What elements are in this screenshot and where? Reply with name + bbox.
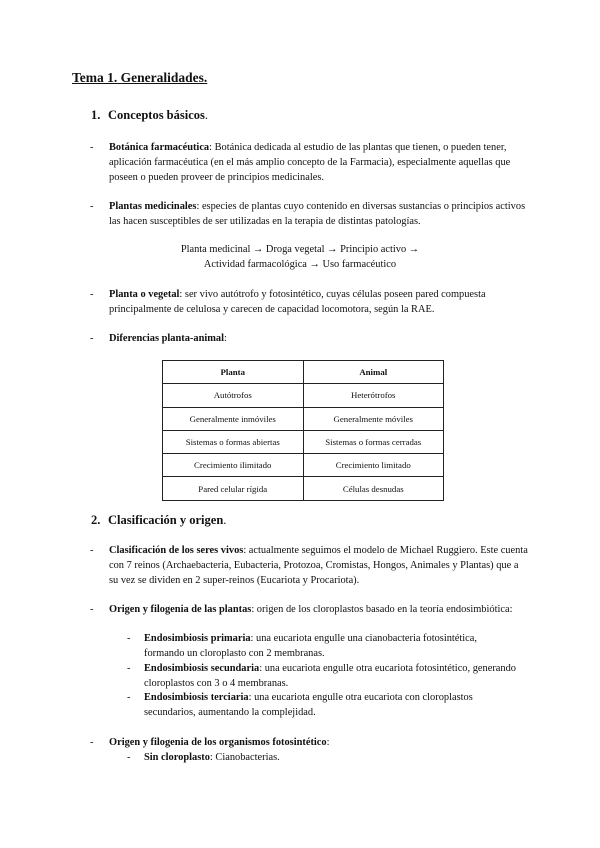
table-cell: Crecimiento limitado bbox=[303, 454, 444, 477]
table-cell: Autótrofos bbox=[163, 384, 304, 407]
term: Endosimbiosis primaria bbox=[144, 633, 251, 644]
drug-flow: Planta medicinal → Droga vegetal → Principio activo → Actividad farmacológica → Uso farmacéutico bbox=[180, 244, 420, 270]
table-cell: Pared celular rígida bbox=[163, 477, 304, 500]
section-heading-2: 2. Clasificación y origen. bbox=[91, 513, 227, 527]
table-header-cell: Animal bbox=[303, 361, 444, 384]
term: Clasificación de los seres vivos bbox=[109, 545, 244, 556]
term: Planta o vegetal bbox=[109, 289, 180, 300]
subbullet-endosimbiosis-terciaria: - Endosimbiosis terciaria: una eucariota engulle otra eucariota con cloroplastos secundarios, aumentando la complejidad. bbox=[127, 692, 473, 718]
term: Origen y filogenia de los organismos fotosintético bbox=[109, 737, 327, 748]
section-label: Clasificación y origen bbox=[108, 513, 224, 527]
table-cell: Sistemas o formas cerradas bbox=[303, 430, 444, 453]
subbullet-sin-cloroplasto: - Sin cloroplasto: Cianobacterias. bbox=[127, 752, 280, 763]
table-header-cell: Planta bbox=[163, 361, 304, 384]
table-row bbox=[163, 477, 444, 500]
section-label: Conceptos básicos bbox=[108, 108, 205, 122]
page-title: Tema 1. Generalidades. bbox=[72, 70, 208, 85]
table-cell: Heterótrofos bbox=[303, 384, 444, 407]
subbullet-endosimbiosis-secundaria: - Endosimbiosis secundaria: una eucariota engulle otra eucariota fotosintético, generando cloroplastos con 3 o 4 membranas. bbox=[127, 663, 516, 689]
table-row bbox=[163, 384, 444, 407]
table-cell: Sistemas o formas abiertas bbox=[163, 430, 304, 453]
bullet-diferencias: - Diferencias planta-animal: bbox=[90, 333, 227, 344]
table-cell: Células desnudas bbox=[303, 477, 444, 500]
bullet-clasificacion: - Clasificación de los seres vivos: actualmente seguimos el modelo de Michael Ruggiero. Este cuenta con 7 reinos (Archaebacteria, Eubacteria, Protozoa, Cromistas, Hongos, Animales y Plantas) que a su vez se dividen en 2 super-reinos (Eucariota y Procariota). bbox=[90, 545, 528, 586]
bullet-planta-vegetal: - Planta o vegetal: ser vivo autótrofo y fotosintético, cuyas células poseen pared compuesta principalmente de celulosa y carecen de capacidad locomotora, según la RAE. bbox=[90, 289, 486, 315]
section-heading-1: 1. Conceptos básicos. bbox=[91, 108, 209, 122]
term: Diferencias planta-animal bbox=[109, 333, 224, 344]
term: Endosimbiosis terciaria bbox=[144, 692, 249, 703]
term: Botánica farmacéutica bbox=[109, 142, 210, 153]
term: Plantas medicinales bbox=[109, 201, 197, 212]
table-header-row bbox=[163, 361, 444, 384]
term: Endosimbiosis secundaria bbox=[144, 663, 260, 674]
term: Origen y filogenia de las plantas bbox=[109, 604, 252, 615]
table-cell: Crecimiento ilimitado bbox=[163, 454, 304, 477]
section-number: 2. bbox=[91, 513, 101, 527]
table-row bbox=[163, 454, 444, 477]
table-cell: Generalmente inmóviles bbox=[163, 407, 304, 430]
section-number: 1. bbox=[91, 108, 101, 122]
table-cell: Generalmente móviles bbox=[303, 407, 444, 430]
table-row bbox=[163, 407, 444, 430]
bullet-botanica: - Botánica farmacéutica: Botánica dedicada al estudio de las plantas que tienen, o pueden tener, aplicación farmacéutica (en el más amplio concepto de la Farmacia), especialmente aquellas que poseen o pueden proveer de principios medicinales. bbox=[90, 142, 511, 183]
bullet-origen-plantas: - Origen y filogenia de las plantas: origen de los cloroplastos basado en la teoría endosimbiótica: bbox=[90, 604, 513, 615]
subbullet-endosimbiosis-primaria: - Endosimbiosis primaria: una eucariota engulle una cianobacteria fotosintética, formando un cloroplasto con 2 membranas. bbox=[127, 633, 477, 659]
bullet-origen-fotosinteticos: - Origen y filogenia de los organismos fotosintético: bbox=[90, 737, 330, 748]
table-row bbox=[163, 430, 444, 453]
term: Sin cloroplasto bbox=[144, 752, 210, 763]
comparison-table bbox=[162, 360, 444, 501]
bullet-plantas-medicinales: - Plantas medicinales: especies de plantas cuyo contenido en diversas sustancias o principios activos las hacen susceptibles de ser utilizadas en la terapia de distintas patologías. bbox=[90, 201, 526, 227]
